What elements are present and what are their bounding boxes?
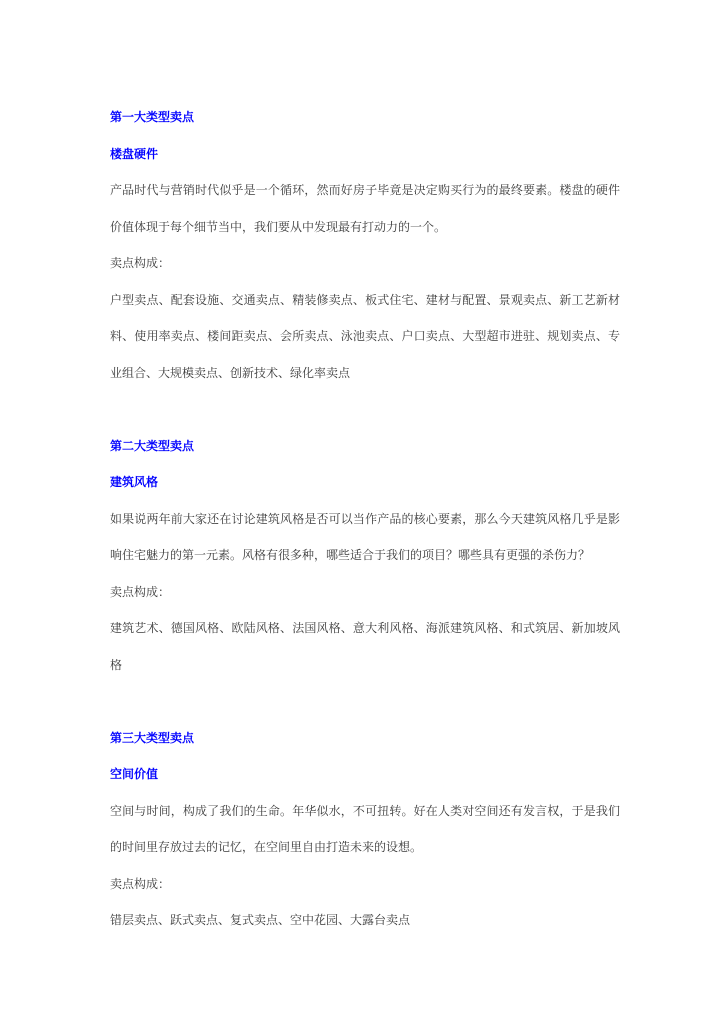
composition-line: 业组合、大规模卖点、创新技术、绿化率卖点 bbox=[110, 365, 351, 380]
composition-line: 户型卖点、配套设施、交通卖点、精装修卖点、板式住宅、建材与配置、景观卖点、新工艺新材 bbox=[110, 292, 620, 307]
composition-label: 卖点构成： bbox=[110, 256, 171, 270]
composition-label: 卖点构成： bbox=[110, 876, 171, 891]
description-line: 产品时代与营销时代似乎是一个循环，然而好房子毕竟是决定购买行为的最终要素。楼盘的硬件 bbox=[110, 183, 620, 197]
composition-line: 错层卖点、跃式卖点、复式卖点、空中花园、大露台卖点 bbox=[110, 913, 411, 927]
composition-line: 建筑艺术、德国风格、欧陆风格、法国风格、意大利风格、海派建筑风格、和式筑居、新加坡风 bbox=[110, 621, 620, 635]
section-title: 建筑风格 bbox=[110, 475, 159, 489]
composition-label: 卖点构成： bbox=[110, 584, 171, 599]
description-line: 价值体现于每个细节当中，我们要从中发现最有打动力的一个。 bbox=[110, 219, 447, 234]
section-category: 第一大类型卖点 bbox=[110, 110, 195, 124]
section-category: 第二大类型卖点 bbox=[110, 438, 195, 453]
section-3 bbox=[110, 720, 620, 939]
section-1 bbox=[110, 99, 620, 391]
composition-line: 料、使用率卖点、楼间距卖点、会所卖点、泳池卖点、户口卖点、大型超市进驻、规划卖点、专 bbox=[110, 329, 620, 343]
description-line: 空间与时间，构成了我们的生命。年华似水，不可扭转。好在人类对空间还有发言权，于是我们 bbox=[110, 803, 620, 818]
description-line: 如果说两年前大家还在讨论建筑风格是否可以当作产品的核心要素，那么今天建筑风格几乎是影 bbox=[110, 511, 620, 526]
section-category: 第三大类型卖点 bbox=[110, 730, 195, 745]
composition-line: 格 bbox=[110, 657, 123, 672]
section-title: 楼盘硬件 bbox=[110, 146, 159, 161]
description-line: 的时间里存放过去的记忆，在空间里自由打造未来的设想。 bbox=[110, 840, 423, 854]
description-line: 响住宅魅力的第一元素。风格有很多种，哪些适合于我们的项目？哪些具有更强的杀伤力？ bbox=[110, 548, 591, 562]
section-title: 空间价值 bbox=[110, 767, 159, 781]
section-2 bbox=[110, 428, 620, 684]
document-page bbox=[110, 99, 620, 939]
